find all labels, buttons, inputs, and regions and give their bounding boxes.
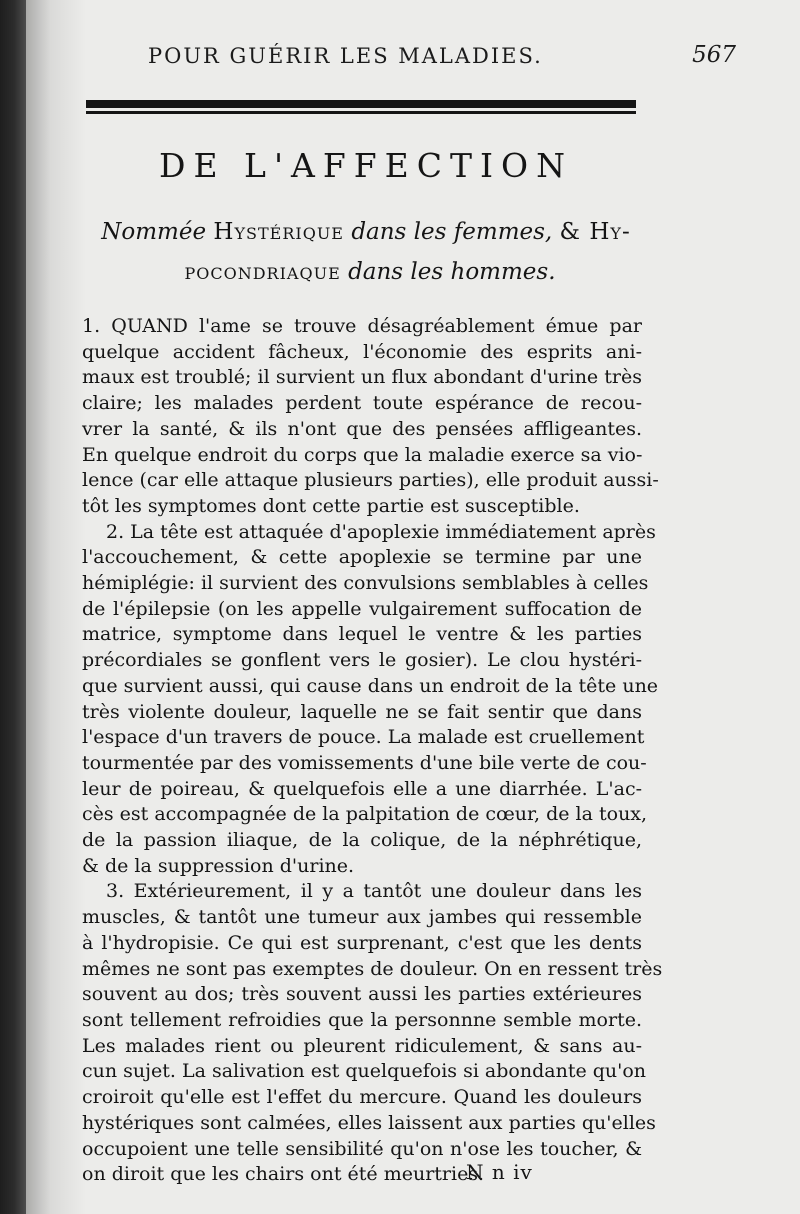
header-rule-thick (86, 100, 636, 108)
text-line: l'accouchement, & cette apoplexie se termine par une (82, 546, 642, 569)
running-head: POUR GUÉRIR LES MALADIES. (148, 44, 543, 68)
paragraph-2 (82, 520, 659, 880)
text-line: croiroit qu'elle est l'effet du mercure. Quand les douleurs (82, 1086, 642, 1109)
text-line: de la passion iliaque, de la colique, de la néphrétique, (82, 829, 642, 852)
signature-mark: N n iv (466, 1160, 533, 1184)
text-line: sont tellement refroidies que la personnne semble morte. (82, 1008, 642, 1031)
text-line: tourmentée par des vomissements d'une bile verte de cou- (82, 751, 647, 774)
page-number: 567 (692, 42, 736, 68)
text-line: souvent au dos; très souvent aussi les parties extérieures (82, 983, 642, 1006)
subtitle-phrase-femmes: dans les femmes, (351, 219, 553, 245)
book-page (26, 0, 800, 1214)
chapter-subtitle (66, 212, 666, 292)
text-line: lence (car elle attaque plusieurs parties), elle produit aussi- (82, 469, 659, 492)
subtitle-line-1 (66, 212, 666, 252)
text-line: muscles, & tantôt une tumeur aux jambes qui ressemble (82, 906, 642, 929)
paragraph-1 (82, 294, 659, 520)
text-line: quelque accident fâcheux, l'économie des esprits ani- (82, 340, 642, 363)
subtitle-word-hysterique: Hystérique (213, 219, 344, 245)
text-line: matrice, symptome dans lequel le ventre & les parties (82, 623, 642, 646)
text-line: claire; les malades perdent toute espérance de recou- (82, 392, 642, 415)
text-line: En quelque endroit du corps que la maladie exerce sa vio- (82, 443, 643, 466)
chapter-title: DE L'AFFECTION (159, 146, 573, 185)
text-line: à l'hydropisie. Ce qui est surprenant, c'est que les dents (82, 931, 642, 954)
text-line: Les malades rient ou pleurent ridiculement, & sans au- (82, 1034, 642, 1057)
subtitle-word-hy: & Hy- (559, 219, 631, 245)
text-line: 1. QUAND l'ame se trouve désagréablement émue par (82, 315, 642, 337)
text-line: de l'épilepsie (on les appelle vulgairement suffocation de (82, 597, 642, 620)
text-line: 3. Extérieurement, il y a tantôt une douleur dans les (106, 880, 642, 903)
text-line: l'espace d'un travers de pouce. La malade est cruellement (82, 726, 645, 749)
text-line: cun sujet. La salivation est quelquefois si abondante qu'on (82, 1060, 647, 1083)
text-line: vrer la santé, & ils n'ont que des pensées affligeantes. (82, 417, 642, 440)
text-line: leur de poireau, & quelquefois elle a une diarrhée. L'ac- (82, 777, 642, 800)
page-header (106, 44, 746, 78)
text-line: mêmes ne sont pas exemptes de douleur. On en ressent très (82, 957, 663, 980)
body-text (82, 294, 663, 1188)
text-line: 2. La tête est attaquée d'apoplexie immédiatement après (106, 520, 656, 543)
text-line: maux est troublé; il survient un flux abondant d'urine très (82, 366, 642, 389)
text-line: hystériques sont calmées, elles laissent aux parties qu'elles (82, 1111, 656, 1134)
text-line: on diroit que les chairs ont été meurtries. (82, 1163, 485, 1186)
subtitle-line-2 (66, 252, 666, 292)
header-rule-thin (86, 111, 636, 114)
header-rule (86, 100, 636, 114)
subtitle-phrase-hommes: dans les hommes. (348, 259, 556, 285)
text-line: très violente douleur, laquelle ne se fait sentir que dans (82, 700, 642, 723)
text-line: occupoient une telle sensibilité qu'on n'ose les toucher, & (82, 1137, 642, 1160)
subtitle-word-nommee: Nommée (101, 219, 207, 245)
text-line: & de la suppression d'urine. (82, 854, 355, 877)
text-line: tôt les symptomes dont cette partie est susceptible. (82, 494, 580, 517)
text-line: précordiales se gonflent vers le gosier). Le clou hystéri- (82, 649, 642, 672)
subtitle-word-pocondriaque: pocondriaque (184, 259, 341, 285)
paragraph-3 (82, 879, 663, 1187)
text-line: que survient aussi, qui cause dans un endroit de la tête une (82, 674, 659, 697)
text-line: hémiplégie: il survient des convulsions semblables à celles (82, 572, 649, 595)
text-line: cès est accompagnée de la palpitation de cœur, de la toux, (82, 803, 648, 826)
